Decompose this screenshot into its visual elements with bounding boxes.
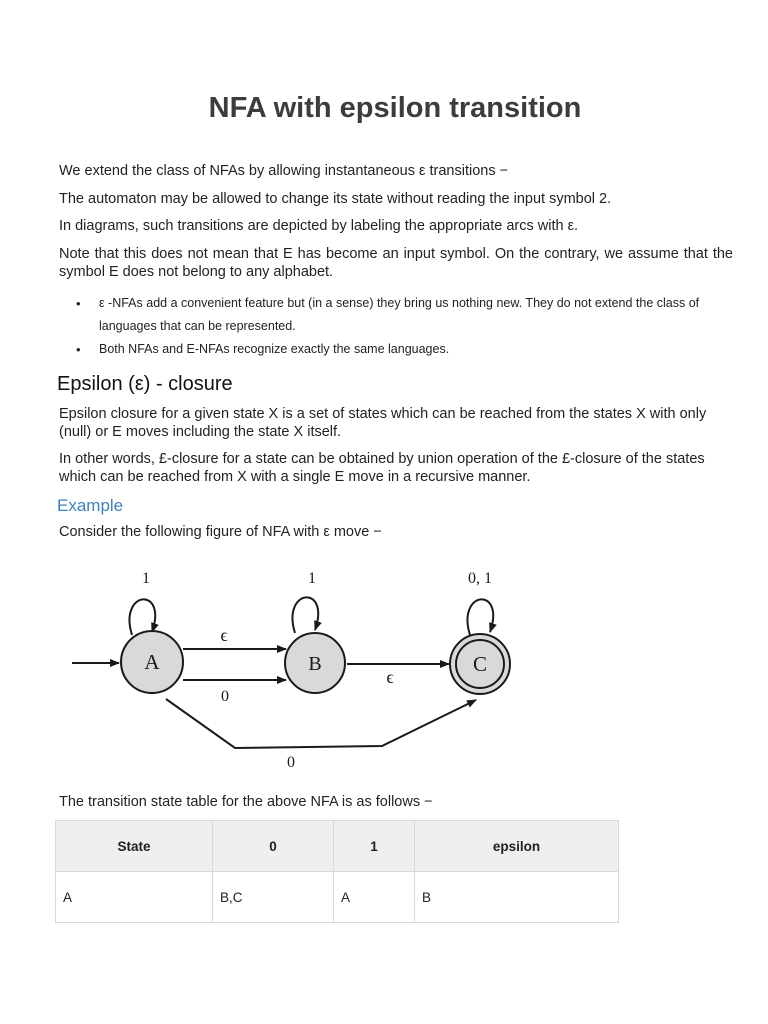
state-a-label: A bbox=[144, 650, 160, 674]
closure-paragraph-2: In other words, £-closure for a state can be obtained by union operation of the £-closure of the states which can be reached from X with a single E move in a recursive manner. bbox=[59, 451, 705, 485]
table-cell: B,C bbox=[213, 872, 334, 923]
state-c-label: C bbox=[472, 652, 488, 676]
edge-a-b-top-label: ϵ bbox=[220, 625, 228, 645]
table-header-cell: epsilon bbox=[415, 821, 619, 872]
table-header-row bbox=[56, 821, 619, 872]
edge-b-c-label: ϵ bbox=[386, 667, 394, 687]
table-header-cell: 0 bbox=[213, 821, 334, 872]
intro-paragraph-1: We extend the class of NFAs by allowing instantaneous ε transitions − bbox=[59, 163, 509, 179]
edge-a-b-bottom-label: 0 bbox=[221, 688, 229, 705]
edge-a-c bbox=[166, 699, 476, 748]
intro-paragraph-3: In diagrams, such transitions are depicted by labeling the appropriate arcs with ε. bbox=[59, 218, 579, 234]
table-cell: A bbox=[334, 872, 415, 923]
edge-a-c-label: 0 bbox=[287, 754, 295, 771]
table-cell: A bbox=[56, 872, 213, 923]
table-row bbox=[56, 872, 619, 923]
loop-a-label: 1 bbox=[142, 570, 150, 587]
bullet-item: • ε -NFAs add a convenient feature but (in a sense) they bring us nothing new. They do not extend the class of languages that can be represented. bbox=[59, 292, 733, 338]
table-header-cell: State bbox=[56, 821, 213, 872]
table-cell: B bbox=[415, 872, 619, 923]
loop-b-label: 1 bbox=[308, 570, 316, 587]
closure-paragraph-1: Epsilon closure for a given state X is a set of states which can be reached from the states X with only (null) or E moves including the state X itself. bbox=[59, 406, 707, 440]
nfa-diagram bbox=[60, 560, 530, 780]
loop-c-label: 0, 1 bbox=[468, 570, 492, 587]
table-header-cell: 1 bbox=[334, 821, 415, 872]
closure-heading: Epsilon (ε) - closure bbox=[57, 373, 233, 395]
bullet-item: • Both NFAs and E-NFAs recognize exactly the same languages. bbox=[59, 338, 733, 361]
example-intro: Consider the following figure of NFA with ε move − bbox=[59, 524, 382, 540]
loop-b bbox=[292, 597, 318, 633]
page-title: NFA with epsilon transition bbox=[208, 92, 582, 124]
state-b-label: B bbox=[308, 653, 322, 675]
loop-a bbox=[129, 599, 155, 635]
loop-c bbox=[467, 599, 493, 635]
example-heading: Example bbox=[57, 496, 124, 515]
intro-paragraph-2: The automaton may be allowed to change its state without reading the input symbol 2. bbox=[59, 191, 612, 207]
transition-table bbox=[55, 820, 619, 923]
feature-bullet-list bbox=[59, 292, 733, 361]
table-intro: The transition state table for the above NFA is as follows − bbox=[59, 794, 433, 810]
intro-paragraph-4: Note that this does not mean that E has become an input symbol. On the contrary, we assume that the symbol E does not belong to any alphabet. bbox=[59, 246, 733, 280]
